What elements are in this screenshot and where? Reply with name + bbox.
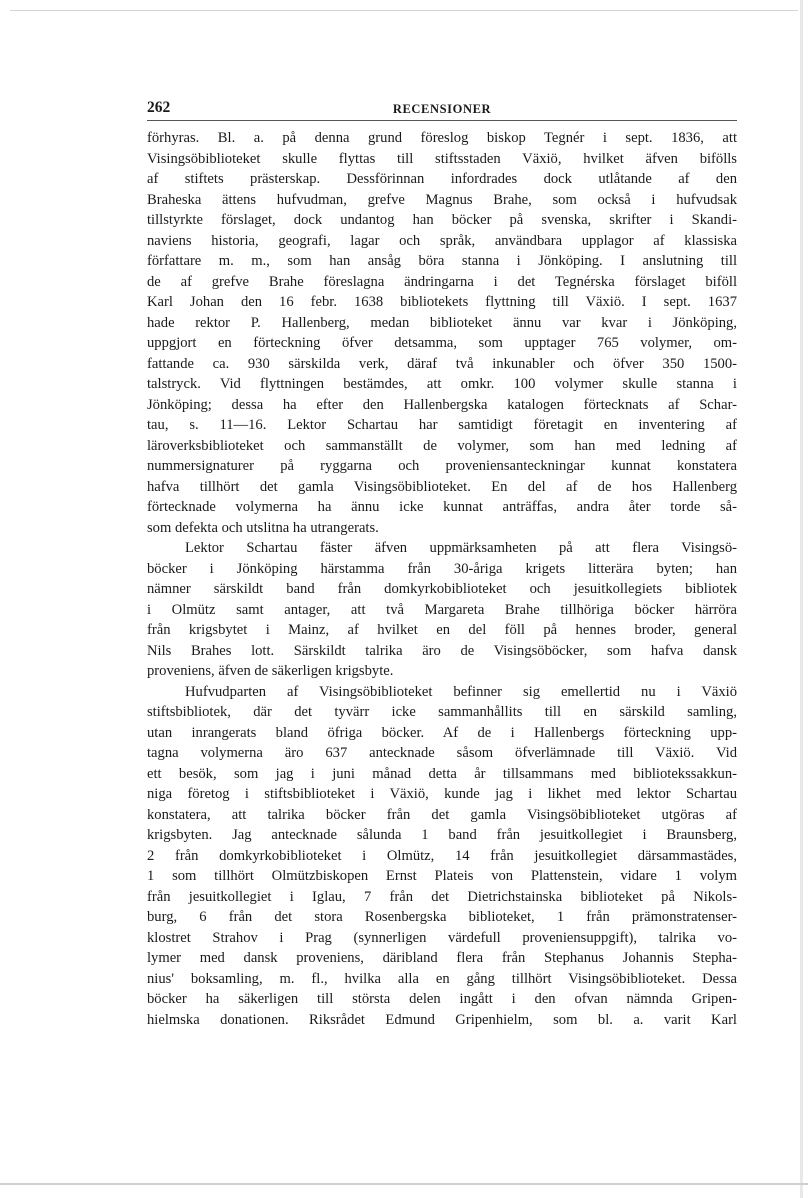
text-line: Karl Johan den 16 febr. 1638 bibliotekets flyttning till Växiö. I sept. 1637 [147,294,737,310]
text-line: i Olmütz samt antager, att två Margareta Brahe tillhöriga böcker härröra [147,601,737,618]
text-line: från krigsbytet i Mainz, af hvilket en del föll på hennes broder, general [147,622,737,638]
text-line: Lektor Schartau fäster äfven uppmärksamheten på att flera Visingsö- [185,540,737,556]
book-page [147,98,737,1030]
text-line: tagna volymerna äro 637 antecknade såsom öfverlämnade till Växiö. Vid [147,745,737,761]
text-line: konstatera, att talrika böcker från det gamla Visingsöbiblioteket utgöras af [147,806,737,823]
text-line: naviens historia, geografi, lagar och språk, användbara upplagor af klassiska [147,232,737,249]
text-line: som defekta och utslitna ha utrangerats. [147,519,379,536]
text-line: nius' boksamling, m. fl., hvilka alla en gång tillhört Visingsöbiblioteket. Dessa [147,970,737,987]
text-line: proveniens, äfven de säkerligen krigsbyte. [147,663,394,679]
scan-edge-top [10,10,798,11]
scan-edge-bottom [0,1183,808,1185]
text-line: Hufvudparten af Visingsöbiblioteket befinner sig emellertid nu i Växiö [185,683,737,700]
text-line: af stiftets prästerskap. Dessförinnan infordrades dock utlåtande af den [147,171,737,187]
text-line: tau, s. 11—16. Lektor Schartau har samtidigt företagit en inventering af [147,417,737,433]
text-line: nummersignaturer på ryggarna och proveniensanteckningar kunnat konstatera [147,458,737,474]
paragraph-3 [147,682,737,1031]
text-line: tillstyrkte förslaget, dock undantog han böcker på svenska, skrifter i Skandi- [147,212,737,228]
text-line: förhyras. Bl. a. på denna grund föreslog biskop Tegnér i sept. 1836, att [147,130,737,146]
text-line: uppgjort en förteckning öfver detsamma, som upptager 765 volymer, om- [147,335,737,351]
body-text [147,128,737,1030]
text-line: böcker ha säkerligen till största delen ingått i den ofvan nämnda Gripen- [147,991,737,1007]
text-line: 1 som tillhört Olmützbiskopen Ernst Plateis von Plattenstein, vidare 1 volym [147,868,737,884]
text-line: från jesuitkollegiet i Iglau, 7 från det Dietrichstainska biblioteket på Nikols- [147,888,737,905]
text-line: de af grefve Brahe föreslagna ändringarna i det Tegnérska förslaget biföll [147,273,737,290]
text-line: ett besök, som jag i juni månad detta år tillsammans med bibliotekssakkun- [147,765,737,782]
text-line: nämner särskildt band från domkyrkobiblioteket och jesuitkollegiets bibliotek [147,581,737,597]
scan-shadow-right [800,0,803,1198]
text-line: 2 från domkyrkobiblioteket i Olmütz, 14 från jesuitkollegiet därsammastädes, [147,847,737,864]
running-head [147,98,737,121]
text-line: burg, 6 från det stora Rosenbergska biblioteket, 1 från prämonstratenser- [147,909,737,925]
text-line: krigsbyten. Jag antecknade sålunda 1 band från jesuitkollegiet i Braunsberg, [147,827,737,843]
text-line: förtecknade volymerna ha ännu icke kunnat anträffas, andra åter torde så- [147,499,737,515]
text-line: Nils Brahes lott. Särskildt talrika äro de Visingsöböcker, som hafva dansk [147,642,737,659]
text-line: stiftsbibliotek, där det tyvärr icke sammanhållits till en särskild samling, [147,704,737,720]
text-line: böcker i Jönköping härstamma från 30-åriga krigets litterära byten; han [147,560,737,577]
text-line: författare m. m., som han ansåg böra stanna i Jönköping. I anslutning till [147,253,737,269]
paragraph-1 [147,128,737,538]
text-line: hafva tillhört det gamla Visingsöbiblioteket. En del af de hos Hallenberg [147,478,737,495]
text-line: Visingsöbiblioteket skulle flyttas till stiftsstaden Växiö, hvilket äfven bifölls [147,150,737,167]
text-line: talstryck. Vid flyttningen bestämdes, att omkr. 100 volymer skulle stanna i [147,376,737,392]
section-title: RECENSIONER [392,102,492,116]
text-line: Jönköping; dessa ha efter den Hallenbergska katalogen förtecknats af Schar- [147,396,737,413]
text-line: klostret Strahov i Prag (synnerligen värdefull proveniensuppgift), talrika vo- [147,929,737,946]
page-number: 262 [147,99,171,116]
text-line: fattande ca. 930 särskilda verk, däraf två inkunabler och öfver 350 1500- [147,355,737,372]
text-line: Braheska ättens hufvudman, grefve Magnus Brahe, som också i hufvudsak [147,191,737,208]
text-line: hielmska donationen. Riksrådet Edmund Gripenhielm, som bl. a. varit Karl [147,1011,737,1028]
text-line: hade rektor P. Hallenberg, medan biblioteket ännu var kvar i Jönköping, [147,314,737,331]
paragraph-2 [147,538,737,682]
text-line: utan inrangerats bland öfriga böcker. Af de i Hallenbergs förteckning upp- [147,724,737,741]
text-line: niga företog i stiftsbiblioteket i Växiö, kunde jag i likhet med lektor Schartau [147,786,737,802]
text-line: läroverksbiblioteket och sammanställt de volymer, som han med ledning af [147,437,737,454]
text-line: lymer med dansk proveniens, däribland flera från Stephanus Johannis Stepha- [147,950,737,966]
